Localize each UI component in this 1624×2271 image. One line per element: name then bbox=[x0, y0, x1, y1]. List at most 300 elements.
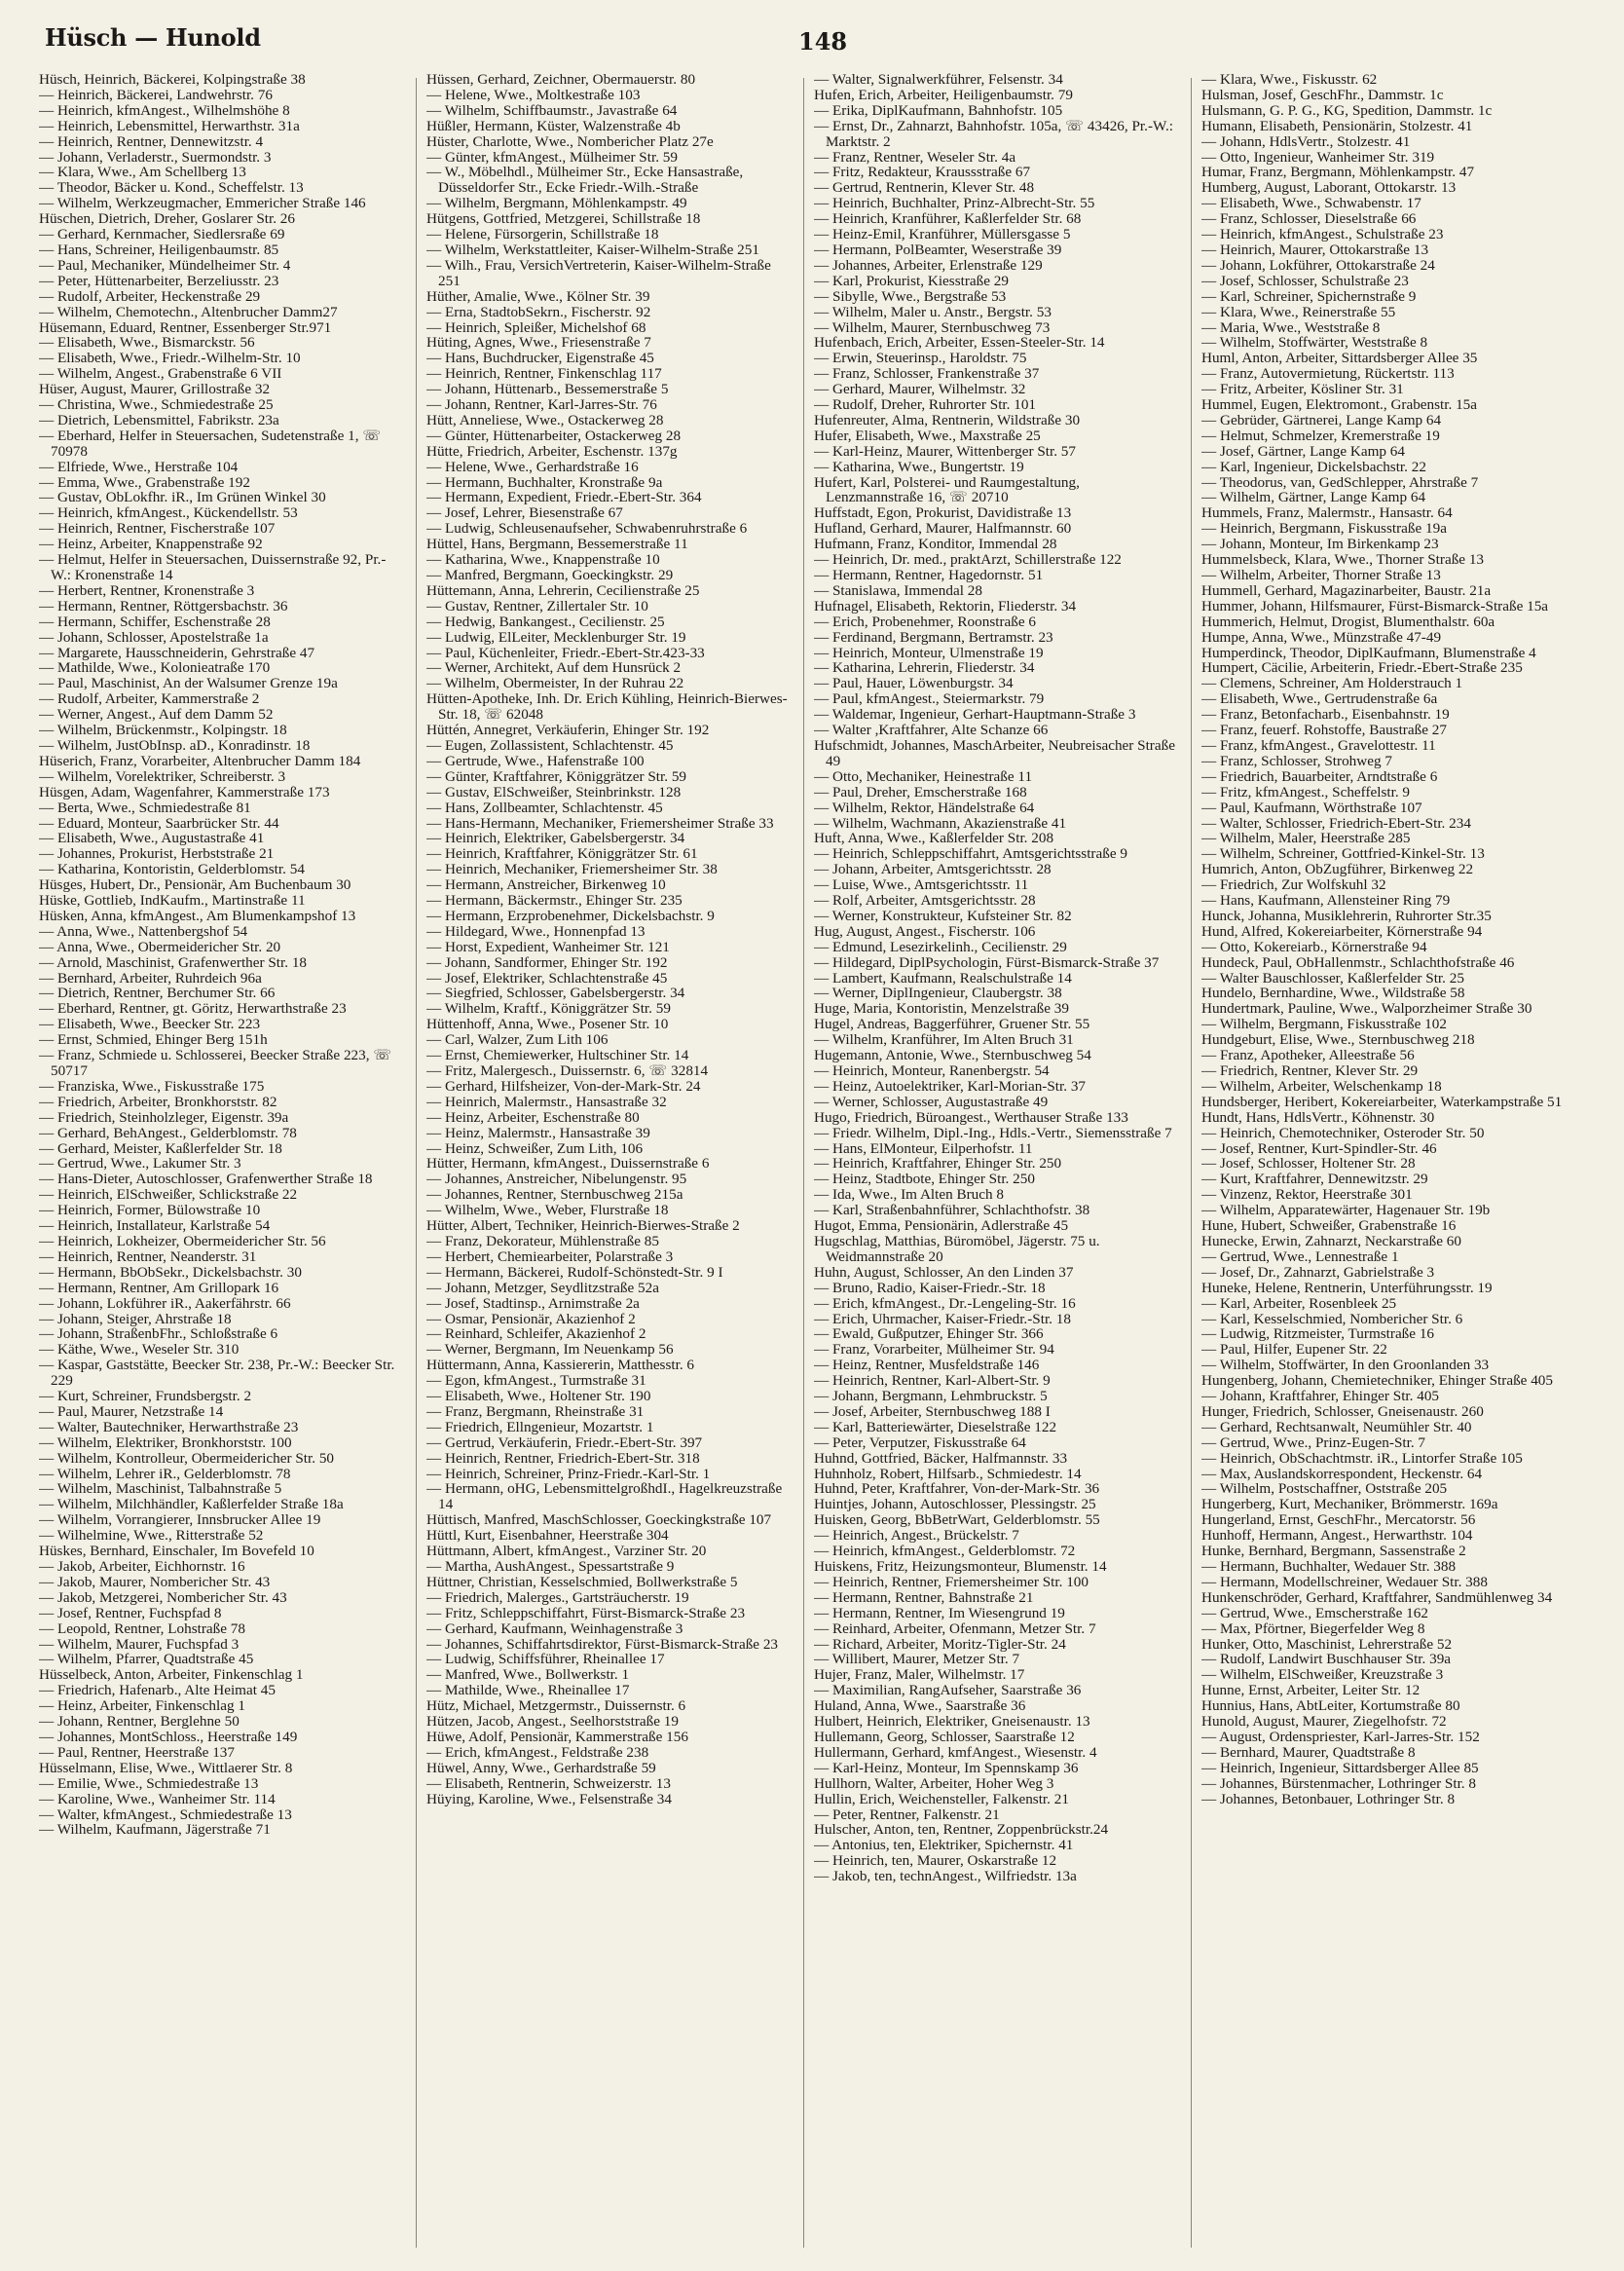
directory-entry: — Hans, ElMonteur, Eilperhofstr. 11 bbox=[814, 1139, 1033, 1157]
directory-entry: — Walter Bauschlosser, Kaßlerfelder Str. 25 bbox=[1201, 969, 1464, 987]
directory-entry: — Wilhelm, Vorrangierer, Innsbrucker Allee 19 bbox=[39, 1511, 321, 1529]
directory-entry: Huland, Anna, Wwe., Saarstraße 36 bbox=[814, 1697, 1026, 1715]
directory-entry: — Maximilian, RangAufseher, Saarstraße 36 bbox=[814, 1682, 1082, 1699]
directory-entry: — Heinrich, Kranführer, Kaßlerfelder Str. 68 bbox=[814, 210, 1082, 228]
directory-entry: — Elisabeth, Wwe., Bismarckstr. 56 bbox=[39, 334, 255, 352]
directory-entry: Hug, August, Angest., Fischerstr. 106 bbox=[814, 922, 1036, 940]
directory-entry: — Johann, Hüttenarb., Bessemerstraße 5 bbox=[426, 381, 669, 398]
directory-entry: Huiskens, Fritz, Heizungsmonteur, Blumenstr. 14 bbox=[814, 1558, 1107, 1575]
directory-entry: Hüwe, Adolf, Pensionär, Kammerstraße 156 bbox=[426, 1728, 688, 1745]
directory-entry: Hunkenschröder, Gerhard, Kraftfahrer, Sandmühlenweg 34 bbox=[1201, 1588, 1553, 1606]
directory-entry: — Hermann, Buchhalter, Wedauer Str. 388 bbox=[1201, 1558, 1457, 1575]
directory-entry: — Heinrich, Malermstr., Hansastraße 32 bbox=[426, 1093, 667, 1110]
column-divider bbox=[416, 78, 417, 2248]
directory-entry: — Wilhelm, Chemotechn., Altenbrucher Damm27 bbox=[39, 303, 338, 320]
directory-entry: Hüske, Gottlieb, IndKaufm., Martinstraße 11 bbox=[39, 892, 306, 910]
running-head: Hüsch — Hunold bbox=[45, 23, 261, 52]
directory-entry: — Heinz, Schweißer, Zum Lith, 106 bbox=[426, 1139, 644, 1157]
directory-entry: Hullermann, Gerhard, kmfAngest., Wiesenstr. 4 bbox=[814, 1743, 1097, 1761]
directory-entry: — Johann, Kraftfahrer, Ehinger Str. 405 bbox=[1201, 1388, 1440, 1405]
directory-entry: — Otto, Kokereiarb., Körnerstraße 94 bbox=[1201, 938, 1427, 955]
directory-entry: — Heinrich, Ingenieur, Sittardsberger Allee 85 bbox=[1201, 1759, 1479, 1776]
directory-entry: — Hans, Kaufmann, Allensteiner Ring 79 bbox=[1201, 892, 1451, 910]
directory-entry: Hufschmidt, Johannes, MaschArbeiter, Neubreisacher Straße 49 bbox=[814, 736, 1175, 769]
directory-entry: Hullemann, Georg, Schlosser, Saarstraße 12 bbox=[814, 1728, 1075, 1745]
directory-entry: — Paul, Dreher, Emscherstraße 168 bbox=[814, 783, 1027, 800]
directory-entry: — Heinrich, Schleppschiffahrt, Amtsgerichtsstraße 9 bbox=[814, 845, 1127, 863]
directory-entry: Hulscher, Anton, ten, Rentner, Zoppenbrückstr.24 bbox=[814, 1821, 1109, 1839]
directory-entry: — Margarete, Hausschneiderin, Gehrstraße 47 bbox=[39, 644, 315, 661]
directory-entry: Hundgeburt, Elise, Wwe., Sternbuschweg 218 bbox=[1201, 1031, 1475, 1049]
directory-entry: — Hermann, Rentner, Röttgersbachstr. 36 bbox=[39, 597, 288, 614]
directory-entry: Hüwel, Anny, Wwe., Gerhardstraße 59 bbox=[426, 1759, 656, 1776]
directory-entry: — Franz, Betonfacharb., Eisenbahnstr. 19 bbox=[1201, 706, 1450, 724]
directory-entry: — Ida, Wwe., Im Alten Bruch 8 bbox=[814, 1186, 1005, 1204]
directory-entry: — Dietrich, Lebensmittel, Fabrikstr. 23a bbox=[39, 411, 279, 428]
directory-entry: — Hermann, BbObSekr., Dickelsbachstr. 30 bbox=[39, 1263, 302, 1281]
directory-entry: — Günter, Kraftfahrer, Königgrätzer Str. 59 bbox=[426, 767, 687, 785]
directory-entry: — Hans, Schreiner, Heiligenbaumstr. 85 bbox=[39, 241, 279, 258]
directory-entry: — Herbert, Rentner, Kronenstraße 3 bbox=[39, 581, 255, 599]
directory-entry: — Reinhard, Schleifer, Akazienhof 2 bbox=[426, 1325, 646, 1343]
directory-entry: — Wilhelm, Kaufmann, Jägerstraße 71 bbox=[39, 1821, 271, 1839]
directory-entry: — Wilhelm, Milchhändler, Kaßlerfelder Straße 18a bbox=[39, 1496, 344, 1513]
directory-entry: — Karl, Kesselschmied, Nombericher Str. 6 bbox=[1201, 1310, 1463, 1327]
directory-entry: — Johann, Lokführer, Ottokarstraße 24 bbox=[1201, 256, 1435, 274]
directory-entry: — Ludwig, Ritzmeister, Turmstraße 16 bbox=[1201, 1325, 1435, 1343]
directory-entry: — Gerhard, Kernmacher, Siedlersraße 69 bbox=[39, 226, 285, 243]
directory-entry: — Elisabeth, Wwe., Gertrudenstraße 6a bbox=[1201, 690, 1438, 708]
directory-entry: — Heinrich, Dr. med., praktArzt, Schillerstraße 122 bbox=[814, 551, 1122, 569]
directory-entry: Huintjes, Johann, Autoschlosser, Plessingstr. 25 bbox=[814, 1496, 1096, 1513]
directory-entry: — Franz, Dekorateur, Mühlenstraße 85 bbox=[426, 1232, 659, 1249]
directory-entry: — Johann, StraßenbFhr., Schloßstraße 6 bbox=[39, 1325, 278, 1343]
directory-entry: — Fritz, Redakteur, Kraussstraße 67 bbox=[814, 164, 1031, 181]
directory-entry: — Wilhelm, Maschinist, Talbahnstraße 5 bbox=[39, 1480, 282, 1498]
page-number: 148 bbox=[798, 27, 848, 56]
directory-entry: Hunck, Johanna, Musiklehrerin, Ruhrorter Str.35 bbox=[1201, 907, 1492, 924]
directory-entry: — Erich, kfmAngest., Feldstraße 238 bbox=[426, 1743, 649, 1761]
directory-entry: — Johann, Schlosser, Apostelstraße 1a bbox=[39, 628, 269, 646]
directory-entry: Hütten-Apotheke, Inh. Dr. Erich Kühling, Heinrich-Bierwes-Str. 18, ☏ 62048 bbox=[426, 690, 788, 724]
directory-entry: — Hermann, Expedient, Friedr.-Ebert-Str. 364 bbox=[426, 489, 702, 506]
directory-entry: — Erich, Probenehmer, Roonstraße 6 bbox=[814, 613, 1036, 630]
directory-entry: — Josef, Arbeiter, Sternbuschweg 188 I bbox=[814, 1402, 1051, 1420]
directory-entry: — Wilhelm, Maurer, Sternbuschweg 73 bbox=[814, 318, 1051, 336]
directory-entry: — Anna, Wwe., Nattenbergshof 54 bbox=[39, 922, 248, 940]
directory-entry: Hufnagel, Elisabeth, Rektorin, Fliederstr. 34 bbox=[814, 597, 1077, 614]
directory-entry: — Hermann, Anstreicher, Birkenweg 10 bbox=[426, 876, 666, 894]
directory-entry: Humann, Elisabeth, Pensionärin, Stolzestr. 41 bbox=[1201, 117, 1473, 134]
directory-entry: Hüttner, Christian, Kesselschmied, Bollwerkstraße 5 bbox=[426, 1573, 738, 1590]
directory-entry: Hüster, Charlotte, Wwe., Nombericher Platz 27e bbox=[426, 132, 714, 150]
directory-entry: — Heinrich, kfmAngest., Kückendellstr. 53 bbox=[39, 504, 298, 522]
directory-entry: — Paul, Küchenleiter, Friedr.-Ebert-Str.423-33 bbox=[426, 644, 705, 661]
directory-entry: — Gustav, ObLokfhr. iR., Im Grünen Winkel 30 bbox=[39, 489, 326, 506]
directory-entry: — Paul, Maschinist, An der Walsumer Grenze 19a bbox=[39, 675, 338, 692]
directory-entry: — Gerhard, Kaufmann, Weinhagenstraße 3 bbox=[426, 1619, 683, 1637]
directory-entry: — Gertrud, Wwe., Lakumer Str. 3 bbox=[39, 1155, 241, 1173]
directory-entry: — Eberhard, Helfer in Steuersachen, Sudetenstraße 1, ☏ 70978 bbox=[39, 427, 382, 460]
directory-entry: — Heinz-Emil, Kranführer, Müllersgasse 5 bbox=[814, 226, 1071, 243]
directory-entry: — Helmut, Helfer in Steuersachen, Duissernstraße 92, Pr.-W.: Kronenstraße 14 bbox=[39, 551, 387, 583]
directory-entry: — Osmar, Pensionär, Akazienhof 2 bbox=[426, 1310, 636, 1327]
directory-entry: — Kurt, Kraftfahrer, Dennewitzstr. 29 bbox=[1201, 1171, 1428, 1188]
directory-entry: — Heinrich, Buchhalter, Prinz-Albrecht-Str. 55 bbox=[814, 195, 1095, 212]
directory-entry: — Wilhelm, Kontrolleur, Obermeidericher Str. 50 bbox=[39, 1449, 335, 1467]
directory-entry: — Lambert, Kaufmann, Realschulstraße 14 bbox=[814, 969, 1072, 987]
directory-entry: — Klara, Wwe., Reinerstraße 55 bbox=[1201, 303, 1396, 320]
directory-entry: Hüschen, Dietrich, Dreher, Goslarer Str. 26 bbox=[39, 210, 295, 228]
directory-entry: — Fritz, kfmAngest., Scheffelstr. 9 bbox=[1201, 783, 1411, 800]
directory-entry: Hundertmark, Pauline, Wwe., Walporzheimer Straße 30 bbox=[1201, 1000, 1532, 1018]
directory-entry: Humperdinck, Theodor, DiplKaufmann, Blumenstraße 4 bbox=[1201, 644, 1536, 661]
directory-entry: Huffstadt, Egon, Prokurist, Davidistraße 13 bbox=[814, 504, 1072, 522]
directory-entry: — Franz, Schmiede u. Schlosserei, Beecker Straße 223, ☏ 50717 bbox=[39, 1047, 392, 1079]
directory-entry: — Fritz, Schleppschiffahrt, Fürst-Bismarck-Straße 23 bbox=[426, 1604, 746, 1621]
directory-entry: — Rolf, Arbeiter, Amtsgerichtsstr. 28 bbox=[814, 892, 1036, 910]
directory-entry: — Elisabeth, Wwe., Friedr.-Wilhelm-Str. 10 bbox=[39, 350, 301, 367]
directory-entry: — Wilhelm, Maler, Heerstraße 285 bbox=[1201, 830, 1411, 847]
directory-entry: — Wilhelm, Maler u. Anstr., Bergstr. 53 bbox=[814, 303, 1052, 320]
directory-entry: Hüther, Amalie, Wwe., Kölner Str. 39 bbox=[426, 287, 650, 305]
directory-entry: — Gerhard, Hilfsheizer, Von-der-Mark-Str. 24 bbox=[426, 1077, 701, 1095]
directory-entry: Hufmann, Franz, Konditor, Immendal 28 bbox=[814, 536, 1057, 553]
directory-entry: — Gerhard, Maurer, Wilhelmstr. 32 bbox=[814, 381, 1026, 398]
directory-entry: — Dietrich, Rentner, Berchumer Str. 66 bbox=[39, 985, 276, 1002]
directory-entry: — Edmund, Lesezirkelinh., Cecilienstr. 29 bbox=[814, 938, 1067, 955]
directory-entry: — Franziska, Wwe., Fiskusstraße 175 bbox=[39, 1077, 265, 1095]
directory-entry: — Sibylle, Wwe., Bergstraße 53 bbox=[814, 287, 1007, 305]
directory-entry: Humberg, August, Laborant, Ottokarstr. 13 bbox=[1201, 179, 1457, 197]
directory-entry: — Heinrich, Maurer, Ottokarstraße 13 bbox=[1201, 241, 1429, 258]
directory-entry: — Wilhelm, Stoffwärter, Weststraße 8 bbox=[1201, 334, 1428, 352]
directory-entry: — Maria, Wwe., Weststraße 8 bbox=[1201, 318, 1381, 336]
directory-entry: Hüßler, Hermann, Küster, Walzenstraße 4b bbox=[426, 117, 681, 134]
directory-entry: — Otto, Ingenieur, Wanheimer Str. 319 bbox=[1201, 148, 1435, 166]
directory-entry: Humar, Franz, Bergmann, Möhlenkampstr. 47 bbox=[1201, 164, 1475, 181]
directory-entry: Hundt, Hans, HdlsVertr., Köhnenstr. 30 bbox=[1201, 1108, 1435, 1126]
directory-entry: Hunhoff, Hermann, Angest., Herwarthstr. 104 bbox=[1201, 1527, 1473, 1545]
directory-entry: Hunecke, Erwin, Zahnarzt, Neckarstraße 60 bbox=[1201, 1232, 1461, 1249]
directory-entry: Hüskes, Bernhard, Einschaler, Im Bovefeld 10 bbox=[39, 1543, 314, 1560]
directory-entry: Hützen, Jacob, Angest., Seelhorststraße 19 bbox=[426, 1713, 679, 1731]
directory-entry: — Hermann, Bäckerei, Rudolf-Schönstedt-Str. 9 I bbox=[426, 1263, 723, 1281]
directory-entry: — Paul, kfmAngest., Steiermarkstr. 79 bbox=[814, 690, 1045, 708]
directory-entry: — Franz, Apotheker, Alleestraße 56 bbox=[1201, 1047, 1415, 1064]
directory-entry: — Karl, Arbeiter, Rosenbleek 25 bbox=[1201, 1294, 1397, 1312]
directory-entry: Hummerich, Helmut, Drogist, Blumenthalstr. 60a bbox=[1201, 613, 1495, 630]
directory-entry: — Heinrich, Chemotechniker, Osteroder Str. 50 bbox=[1201, 1124, 1485, 1141]
directory-entry: Hüsemann, Eduard, Rentner, Essenberger Str.971 bbox=[39, 318, 332, 336]
directory-entry: Hunold, August, Maurer, Ziegelhofstr. 72 bbox=[1201, 1713, 1447, 1731]
directory-entry: — Erwin, Steuerinsp., Haroldstr. 75 bbox=[814, 350, 1027, 367]
directory-entry: Hugo, Friedrich, Büroangest., Werthauser Straße 133 bbox=[814, 1108, 1128, 1126]
directory-entry: Hund, Alfred, Kokereiarbeiter, Körnerstraße 94 bbox=[1201, 922, 1483, 940]
directory-entry: — Franz, feuerf. Rohstoffe, Baustraße 27 bbox=[1201, 722, 1447, 739]
directory-entry: — Heinrich, ObSchachtmstr. iR., Lintorfer Straße 105 bbox=[1201, 1449, 1523, 1467]
directory-entry: — Wilhelm, Kraftf., Königgrätzer Str. 59 bbox=[426, 1000, 671, 1018]
directory-entry: — Hermann, Bäckermstr., Ehinger Str. 235 bbox=[426, 892, 683, 910]
directory-entry: — Elisabeth, Wwe., Schwabenstr. 17 bbox=[1201, 195, 1421, 212]
directory-entry: Hütter, Albert, Techniker, Heinrich-Bierwes-Straße 2 bbox=[426, 1217, 740, 1235]
column-divider bbox=[803, 78, 804, 2248]
directory-entry: — Helmut, Schmelzer, Kremerstraße 19 bbox=[1201, 427, 1440, 444]
directory-entry: — Franz, Autovermietung, Rückertstr. 113 bbox=[1201, 365, 1455, 383]
directory-entry: — Gertrud, Wwe., Emscherstraße 162 bbox=[1201, 1604, 1428, 1621]
directory-entry: — Günter, kfmAngest., Mülheimer Str. 59 bbox=[426, 148, 678, 166]
directory-entry: — Helene, Fürsorgerin, Schillstraße 18 bbox=[426, 226, 659, 243]
directory-entry: Huml, Anton, Arbeiter, Sittardsberger Allee 35 bbox=[1201, 350, 1478, 367]
directory-entry: — Johann, Rentner, Karl-Jarres-Str. 76 bbox=[426, 396, 657, 414]
directory-entry: — Josef, Dr., Zahnarzt, Gabrielstraße 3 bbox=[1201, 1263, 1435, 1281]
directory-entry: Hufen, Erich, Arbeiter, Heiligenbaumstr. 79 bbox=[814, 86, 1073, 103]
directory-entry: — Wilhelm, Elektriker, Bronkhorststr. 100 bbox=[39, 1433, 292, 1451]
directory-entry: — Paul, Kaufmann, Wörthstraße 107 bbox=[1201, 799, 1422, 816]
directory-entry: — Max, Pförtner, Biegerfelder Weg 8 bbox=[1201, 1619, 1425, 1637]
directory-entry: Humrich, Anton, ObZugführer, Birkenweg 22 bbox=[1201, 861, 1474, 878]
directory-entry: — Wilhelm, Schiffbaumstr., Javastraße 64 bbox=[426, 101, 678, 119]
directory-entry: — Wilhelm, Wwe., Weber, Flurstraße 18 bbox=[426, 1202, 669, 1219]
directory-entry: — Gertrud, Wwe., Prinz-Eugen-Str. 7 bbox=[1201, 1433, 1426, 1451]
directory-entry: — Heinrich, kfmAngest., Schulstraße 23 bbox=[1201, 226, 1444, 243]
directory-entry: — Hedwig, Bankangest., Cecilienstr. 25 bbox=[426, 613, 665, 630]
directory-entry: Hummell, Gerhard, Magazinarbeiter, Baustr. 21a bbox=[1201, 581, 1492, 599]
directory-entry: — Wilh., Frau, VersichVertreterin, Kaiser-Wilhelm-Straße 251 bbox=[426, 256, 771, 289]
directory-entry: — Heinrich, kfmAngest., Gelderblomstr. 72 bbox=[814, 1543, 1076, 1560]
directory-entry: — Heinrich, ElSchweißer, Schlickstraße 22 bbox=[39, 1186, 298, 1204]
directory-entry: Hüssen, Gerhard, Zeichner, Obermauerstr. 80 bbox=[426, 72, 696, 88]
directory-entry: — W., Möbelhdl., Mülheimer Str., Ecke Hansastraße, Düsseldorfer Str., Ecke Friedr.-Wilh.-Straße bbox=[426, 164, 744, 197]
directory-entry: — Wilhelmine, Wwe., Ritterstraße 52 bbox=[39, 1527, 264, 1545]
directory-entry: — Hermann, Rentner, Am Grillopark 16 bbox=[39, 1279, 279, 1296]
directory-entry: — Heinz, Arbeiter, Finkenschlag 1 bbox=[39, 1697, 245, 1715]
directory-entry: — Rudolf, Landwirt Buschhauser Str. 39a bbox=[1201, 1651, 1452, 1668]
directory-entry: Hullhorn, Walter, Arbeiter, Hoher Weg 3 bbox=[814, 1774, 1054, 1792]
directory-entry: — Ewald, Gußputzer, Ehinger Str. 366 bbox=[814, 1325, 1044, 1343]
directory-entry: Huneke, Helene, Rentnerin, Unterführungsstr. 19 bbox=[1201, 1279, 1493, 1296]
directory-entry: Hufenreuter, Alma, Rentnerin, Wildstraße 30 bbox=[814, 411, 1081, 428]
directory-entry: Hüttisch, Manfred, MaschSchlosser, Goeckingkstraße 107 bbox=[426, 1511, 772, 1529]
directory-entry: Hütt, Anneliese, Wwe., Ostackerweg 28 bbox=[426, 411, 664, 428]
directory-entry: Huft, Anna, Wwe., Kaßlerfelder Str. 208 bbox=[814, 830, 1054, 847]
directory-entry: — Karl, Straßenbahnführer, Schlachthofstr. 38 bbox=[814, 1202, 1090, 1219]
directory-entry: Hüsselmann, Elise, Wwe., Wittlaerer Str. 8 bbox=[39, 1759, 293, 1776]
directory-entry: — Stanislawa, Immendal 28 bbox=[814, 581, 982, 599]
directory-entry: — Johann, Rentner, Berglehne 50 bbox=[39, 1713, 240, 1731]
directory-entry: — Heinz, Arbeiter, Knappenstraße 92 bbox=[39, 536, 263, 553]
directory-entry: — Gustav, Rentner, Zillertaler Str. 10 bbox=[426, 597, 648, 614]
directory-entry: — Hildegard, DiplPsychologin, Fürst-Bismarck-Straße 37 bbox=[814, 953, 1160, 971]
directory-entry: — Franz, Vorarbeiter, Mülheimer Str. 94 bbox=[814, 1341, 1054, 1359]
directory-entry: — Friedrich, Bauarbeiter, Arndtstraße 6 bbox=[1201, 767, 1438, 785]
directory-entry: — Rudolf, Arbeiter, Heckenstraße 29 bbox=[39, 287, 261, 305]
directory-entry: — Kurt, Schreiner, Frundsbergstr. 2 bbox=[39, 1388, 252, 1405]
directory-entry: Humpe, Anna, Wwe., Münzstraße 47-49 bbox=[1201, 628, 1442, 646]
directory-entry: — Kaspar, Gaststätte, Beecker Str. 238, Pr.-W.: Beecker Str. 229 bbox=[39, 1357, 395, 1390]
directory-entry: — Martha, AushAngest., Spessartstraße 9 bbox=[426, 1558, 675, 1575]
directory-entry: Hundsberger, Heribert, Kokereiarbeiter, Waterkampstraße 51 bbox=[1201, 1093, 1563, 1110]
directory-entry: — Katharina, Lehrerin, Fliederstr. 34 bbox=[814, 659, 1035, 677]
directory-entry: — Wilhelm, Stoffwärter, In den Groonlanden 33 bbox=[1201, 1357, 1490, 1374]
directory-entry: Huhn, August, Schlosser, An den Linden 37 bbox=[814, 1263, 1074, 1281]
directory-entry: Huhnholz, Robert, Hilfsarb., Schmiedestr. 14 bbox=[814, 1465, 1082, 1482]
directory-entry: — Franz, kfmAngest., Gravelottestr. 11 bbox=[1201, 736, 1436, 754]
directory-entry: — Heinrich, Lokheizer, Obermeidericher Str. 56 bbox=[39, 1232, 326, 1249]
directory-entry: — Max, Auslandskorrespondent, Heckenstr. 64 bbox=[1201, 1465, 1483, 1482]
directory-entry: — Hermann, Rentner, Im Wiesengrund 19 bbox=[814, 1604, 1065, 1621]
directory-entry: Hugel, Andreas, Baggerführer, Gruener Str. 55 bbox=[814, 1016, 1090, 1033]
directory-entry: — Friedr. Wilhelm, Dipl.-Ing., Hdls.-Vertr., Siemensstraße 7 bbox=[814, 1124, 1172, 1141]
directory-entry: — Karl, Batteriewärter, Dieselstraße 122 bbox=[814, 1418, 1057, 1435]
directory-entry: — Walter, Signalwerkführer, Felsenstr. 34 bbox=[814, 72, 1063, 88]
directory-entry: — Jakob, Arbeiter, Eichhornstr. 16 bbox=[39, 1558, 245, 1575]
directory-entry: — Paul, Hilfer, Eupener Str. 22 bbox=[1201, 1341, 1387, 1359]
directory-entry: — Gertrude, Wwe., Hafenstraße 100 bbox=[426, 752, 645, 769]
directory-entry: Huge, Maria, Kontoristin, Menzelstraße 39 bbox=[814, 1000, 1069, 1018]
directory-entry: — Helene, Wwe., Gerhardstraße 16 bbox=[426, 458, 639, 475]
directory-entry: — Walter, Schlosser, Friedrich-Ebert-Str. 234 bbox=[1201, 814, 1471, 832]
directory-entry: — Josef, Schlosser, Holtener Str. 28 bbox=[1201, 1155, 1416, 1173]
directory-entry: Hütter, Hermann, kfmAngest., Duissernstraße 6 bbox=[426, 1155, 710, 1173]
directory-entry: Hüying, Karoline, Wwe., Felsenstraße 34 bbox=[426, 1790, 672, 1807]
directory-entry: Hullin, Erich, Weichensteller, Falkenstr. 21 bbox=[814, 1790, 1069, 1807]
directory-entry: — Josef, Gärtner, Lange Kamp 64 bbox=[1201, 442, 1405, 460]
directory-entry: — Hermann, Buchhalter, Kronstraße 9a bbox=[426, 473, 663, 491]
directory-entry: — Peter, Verputzer, Fiskusstraße 64 bbox=[814, 1433, 1026, 1451]
directory-entry: — Anna, Wwe., Obermeidericher Str. 20 bbox=[39, 938, 281, 955]
directory-entry: — Erich, Uhrmacher, Kaiser-Friedr.-Str. 18 bbox=[814, 1310, 1071, 1327]
directory-entry: — Johann, Sandformer, Ehinger Str. 192 bbox=[426, 953, 668, 971]
directory-entry: — Elisabeth, Wwe., Beecker Str. 223 bbox=[39, 1016, 261, 1033]
directory-entry: Hunne, Ernst, Arbeiter, Leiter Str. 12 bbox=[1201, 1682, 1421, 1699]
directory-entry: — Ernst, Chemiewerker, Hultschiner Str. 14 bbox=[426, 1047, 689, 1064]
directory-entry: — Wilhelm, Kranführer, Im Alten Bruch 31 bbox=[814, 1031, 1074, 1049]
directory-entry: — Franz, Schlosser, Strohweg 7 bbox=[1201, 752, 1392, 769]
directory-entry: — Fritz, Malergesch., Duissernstr. 6, ☏ 32814 bbox=[426, 1062, 709, 1079]
directory-entry: — Heinrich, Installateur, Karlstraße 54 bbox=[39, 1217, 271, 1235]
directory-entry: Hunker, Otto, Maschinist, Lehrerstraße 52 bbox=[1201, 1635, 1453, 1653]
directory-entry: — Franz, Bergmann, Rheinstraße 31 bbox=[426, 1402, 645, 1420]
directory-entry: — Klara, Wwe., Am Schellberg 13 bbox=[39, 164, 246, 181]
directory-entry: — Ludwig, ElLeiter, Mecklenburger Str. 19 bbox=[426, 628, 686, 646]
directory-entry: — Johannes, Arbeiter, Erlenstraße 129 bbox=[814, 256, 1043, 274]
directory-entry: Hüser, August, Maurer, Grillostraße 32 bbox=[39, 381, 271, 398]
directory-entry: — Herbert, Chemiearbeiter, Polarstraße 3 bbox=[426, 1247, 674, 1265]
directory-entry: — Emilie, Wwe., Schmiedestraße 13 bbox=[39, 1774, 259, 1792]
directory-entry: — Wilhelm, Postschaffner, Oststraße 205 bbox=[1201, 1480, 1448, 1498]
directory-entry: — Wilhelm, Werkzeugmacher, Emmericher Straße 146 bbox=[39, 195, 366, 212]
directory-entry: — Vinzenz, Rektor, Heerstraße 301 bbox=[1201, 1186, 1413, 1204]
directory-entry: — Gerhard, Rechtsanwalt, Neumühler Str. 40 bbox=[1201, 1418, 1472, 1435]
directory-entry: — Rudolf, Dreher, Ruhrorter Str. 101 bbox=[814, 396, 1037, 414]
directory-entry: — Johann, Verladerstr., Suermondstr. 3 bbox=[39, 148, 272, 166]
directory-entry: — Walter ,Kraftfahrer, Alte Schanze 66 bbox=[814, 722, 1049, 739]
directory-entry: — Antonius, ten, Elektriker, Spichernstr. 41 bbox=[814, 1837, 1074, 1854]
directory-entry: — Manfred, Bergmann, Goeckingkstr. 29 bbox=[426, 567, 674, 583]
directory-entry: — Johannes, Schiffahrtsdirektor, Fürst-Bismarck-Straße 23 bbox=[426, 1635, 779, 1653]
directory-entry: — Wilhelm, Bergmann, Möhlenkampstr. 49 bbox=[426, 195, 687, 212]
directory-entry: — Ludwig, Schiffsführer, Rheinallee 17 bbox=[426, 1651, 665, 1668]
directory-entry: — Christina, Wwe., Schmiedestraße 25 bbox=[39, 396, 274, 414]
directory-entry: — Waldemar, Ingenieur, Gerhart-Hauptmann-Straße 3 bbox=[814, 706, 1136, 724]
directory-entry: — Theodorus, van, GedSchlepper, Ahrstraße 7 bbox=[1201, 473, 1479, 491]
directory-entry: — Rudolf, Arbeiter, Kammerstraße 2 bbox=[39, 690, 260, 708]
directory-entry: — Katharina, Wwe., Bungertstr. 19 bbox=[814, 458, 1024, 475]
directory-entry: — Friedrich, Zur Wolfskuhl 32 bbox=[1201, 876, 1386, 894]
directory-entry: — Johann, Bergmann, Lehmbruckstr. 5 bbox=[814, 1388, 1048, 1405]
directory-entry: Hulbert, Heinrich, Elektriker, Gneisenaustr. 13 bbox=[814, 1713, 1090, 1731]
directory-entry: Hummelsbeck, Klara, Wwe., Thorner Straße 13 bbox=[1201, 551, 1485, 569]
directory-entry: — Heinz, Autoelektriker, Karl-Morian-Str. 37 bbox=[814, 1077, 1087, 1095]
directory-entry: — Hermann, oHG, LebensmittelgroßhdI., Hagelkreuzstraße 14 bbox=[426, 1480, 783, 1513]
directory-entry: — Hermann, Rentner, Bahnstraße 21 bbox=[814, 1588, 1034, 1606]
page-header bbox=[39, 23, 1587, 62]
directory-entry: Hüsgen, Adam, Wagenfahrer, Kammerstraße 173 bbox=[39, 783, 330, 800]
directory-column-4 bbox=[1201, 72, 1567, 2253]
directory-column-1 bbox=[39, 72, 404, 2253]
directory-entry: — August, Ordenspriester, Karl-Jarres-Str. 152 bbox=[1201, 1728, 1480, 1745]
directory-entry: — Heinrich, Monteur, Ranenbergstr. 54 bbox=[814, 1062, 1050, 1079]
directory-entry: — Manfred, Wwe., Bollwerkstr. 1 bbox=[426, 1666, 630, 1684]
directory-entry: — Wilhelm, Rektor, Händelstraße 64 bbox=[814, 799, 1035, 816]
directory-entry: — Karl, Prokurist, Kiesstraße 29 bbox=[814, 272, 1009, 289]
directory-entry: Hüttmann, Albert, kfmAngest., Varziner Str. 20 bbox=[426, 1543, 707, 1560]
directory-entry: Hundelo, Bernhardine, Wwe., Wildstraße 58 bbox=[1201, 985, 1465, 1002]
directory-entry: Hüsselbeck, Anton, Arbeiter, Finkenschlag 1 bbox=[39, 1666, 304, 1684]
directory-entry: — Ernst, Dr., Zahnarzt, Bahnhofstr. 105a, ☏ 43426, Pr.-W.: Marktstr. 2 bbox=[814, 117, 1173, 150]
directory-entry: — Hermann, Schiffer, Eschenstraße 28 bbox=[39, 613, 271, 630]
directory-entry: — Jakob, Metzgerei, Nombericher Str. 43 bbox=[39, 1588, 287, 1606]
directory-entry: Hüttenhoff, Anna, Wwe., Posener Str. 10 bbox=[426, 1016, 669, 1033]
directory-entry: — Hildegard, Wwe., Honnenpfad 13 bbox=[426, 922, 646, 940]
directory-entry: Hüserich, Franz, Vorarbeiter, Altenbrucher Damm 184 bbox=[39, 752, 361, 769]
directory-entry: — Josef, Schlosser, Schulstraße 23 bbox=[1201, 272, 1409, 289]
directory-entry: — Wilhelm, Maurer, Fuchspfad 3 bbox=[39, 1635, 240, 1653]
directory-entry: — Werner, DiplIngenieur, Claubergstr. 38 bbox=[814, 985, 1062, 1002]
directory-entry: — Paul, Mechaniker, Mündelheimer Str. 4 bbox=[39, 256, 291, 274]
directory-entry: — Walter, kfmAngest., Schmiedestraße 13 bbox=[39, 1806, 292, 1823]
directory-entry: — Johann, Arbeiter, Amtsgerichtsstr. 28 bbox=[814, 861, 1052, 878]
directory-entry: Hulsman, Josef, GeschFhr., Dammstr. 1c bbox=[1201, 86, 1444, 103]
directory-entry: — Leopold, Rentner, Lohstraße 78 bbox=[39, 1619, 245, 1637]
directory-entry: — Eduard, Monteur, Saarbrücker Str. 44 bbox=[39, 814, 279, 832]
directory-entry: — Heinz, Malermstr., Hansastraße 39 bbox=[426, 1124, 650, 1141]
directory-entry: — Heinrich, Lebensmittel, Herwarthstr. 31a bbox=[39, 117, 300, 134]
directory-entry: — Egon, kfmAngest., Turmstraße 31 bbox=[426, 1372, 646, 1390]
directory-entry: — Johannes, Anstreicher, Nibelungenstr. 95 bbox=[426, 1171, 687, 1188]
directory-entry: Hummer, Johann, Hilfsmaurer, Fürst-Bismarck-Straße 15a bbox=[1201, 597, 1549, 614]
directory-entry: — Gertrud, Wwe., Lennestraße 1 bbox=[1201, 1247, 1399, 1265]
directory-entry: — Franz, Schlosser, Frankenstraße 37 bbox=[814, 365, 1040, 383]
directory-entry: — Heinrich, Rentner, Dennewitzstr. 4 bbox=[39, 132, 264, 150]
directory-entry: — Gerhard, BehAngest., Gelderblomstr. 78 bbox=[39, 1124, 297, 1141]
directory-entry: — Peter, Hüttenarbeiter, Berzeliusstr. 23 bbox=[39, 272, 279, 289]
directory-entry: — Wilhelm, ElSchweißer, Kreuzstraße 3 bbox=[1201, 1666, 1444, 1684]
directory-entry: — Heinrich, Bergmann, Fiskusstraße 19a bbox=[1201, 520, 1447, 538]
directory-entry: — Richard, Arbeiter, Moritz-Tigler-Str. 24 bbox=[814, 1635, 1066, 1653]
directory-entry: — Gertrud, Rentnerin, Klever Str. 48 bbox=[814, 179, 1035, 197]
directory-entry: Hufland, Gerhard, Maurer, Halfmannstr. 60 bbox=[814, 520, 1072, 538]
directory-entry: — Josef, Stadtinsp., Arnimstraße 2a bbox=[426, 1294, 640, 1312]
directory-entry: — Friedrich, Ellngenieur, Mozartstr. 1 bbox=[426, 1418, 654, 1435]
directory-entry: — Johannes, MontSchloss., Heerstraße 149 bbox=[39, 1728, 298, 1745]
directory-entry: — Friedrich, Steinholzleger, Eigenstr. 39a bbox=[39, 1108, 289, 1126]
directory-entry: — Heinrich, Rentner, Friedrich-Ebert-Str. 318 bbox=[426, 1449, 700, 1467]
directory-entry: — Heinrich, Kraftfahrer, Ehinger Str. 250 bbox=[814, 1155, 1062, 1173]
directory-entry: Hugot, Emma, Pensionärin, Adlerstraße 45 bbox=[814, 1217, 1069, 1235]
directory-entry: — Willibert, Maurer, Metzer Str. 7 bbox=[814, 1651, 1020, 1668]
